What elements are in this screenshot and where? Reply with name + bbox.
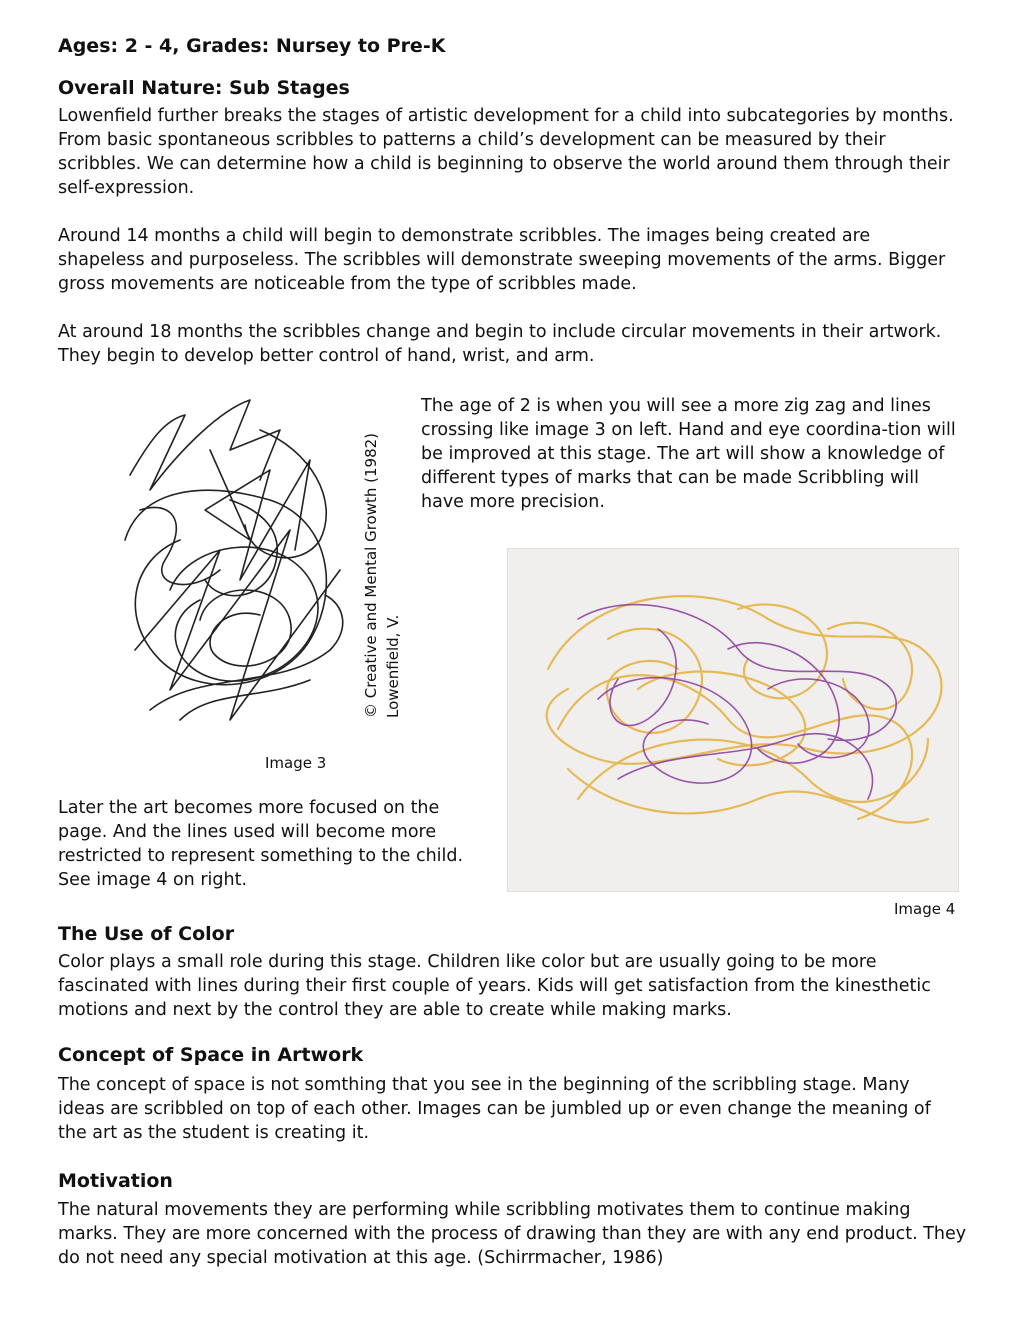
- image-4-caption: Image 4: [894, 900, 956, 918]
- image-3-credit-line-2: Lowenfield, V.: [384, 614, 402, 718]
- overall-paragraph-1: Lowenfield further breaks the stages of artistic development for a child into subcategories by months. From basic spontaneous scribbles to patterns a child’s development can be measured by their scribbles. We can determine how a child is beginning to observe the world around them through their self-expression.: [58, 106, 954, 198]
- later-paragraph: Later the art becomes more focused on the page. And the lines used will become more restricted to represent something to the child. See image 4 on right.: [58, 798, 464, 890]
- motivation-paragraph: The natural movements they are performing while scribbling motivates them to continue making marks. They are more concerned with the process of drawing than they are with any end product. They do not need any special motivation at this age. (Schirrmacher, 1986): [58, 1200, 967, 1268]
- image-3-credit-line-1: © Creative and Mental Growth (1982): [362, 432, 380, 718]
- scribble-image-3: [110, 390, 360, 750]
- color-heading: The Use of Color: [58, 923, 235, 945]
- crayon-scribble-image-4: [507, 548, 959, 892]
- color-paragraph: Color plays a small role during this stage. Children like color but are usually going to be more fascinated with lines during their first couple of years. Kids will get satisfaction from the kinesthetic motions and next by the control they are able to create while making marks.: [58, 952, 931, 1020]
- overall-paragraph-3: At around 18 months the scribbles change and begin to include circular movements in their artwork. They begin to develop better control of hand, wrist, and arm.: [58, 322, 942, 366]
- space-paragraph: The concept of space is not somthing that you see in the beginning of the scribbling stage. Many ideas are scribbled on top of each other. Images can be jumbled up or even change the meaning of the art as the student is creating it.: [58, 1075, 931, 1143]
- overall-heading: Overall Nature: Sub Stages: [58, 77, 350, 99]
- space-heading: Concept of Space in Artwork: [58, 1044, 364, 1066]
- ages-header: Ages: 2 - 4, Grades: Nursey to Pre-K: [58, 35, 446, 57]
- image-3-caption: Image 3: [265, 754, 327, 772]
- age-2-paragraph: The age of 2 is when you will see a more zig zag and lines crossing like image 3 on left. Hand and eye coordina-tion will be improved at this stage. The art will show a knowledge of different types of marks that can be made Scribbling will have more precision.: [421, 396, 956, 512]
- overall-paragraph-2: Around 14 months a child will begin to demonstrate scribbles. The images being created are shapeless and purposeless. The scribbles will demonstrate sweeping movements of the arms. Bigger gross movements are noticeable from the type of scribbles made.: [58, 226, 946, 294]
- motivation-heading: Motivation: [58, 1170, 173, 1192]
